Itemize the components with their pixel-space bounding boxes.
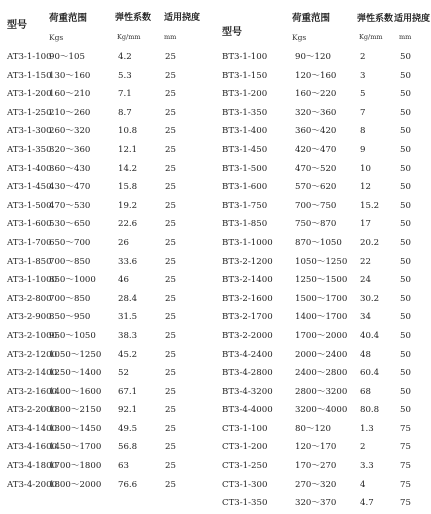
cell-load-range: 2800～3200: [295, 386, 348, 397]
table-row: [219, 198, 431, 217]
table-row: [219, 365, 431, 384]
cell-deflection: 50: [400, 163, 411, 174]
table-header: [2, 0, 216, 48]
cell-load-range: 90～120: [295, 52, 331, 62]
cell-model: BT3-1-500: [222, 163, 268, 174]
table-row: [219, 142, 431, 161]
cell-spring-constant: 67.1: [118, 386, 138, 397]
table-row: [219, 161, 431, 180]
table-row: [219, 254, 431, 273]
unit-spring: Kg/mm: [117, 33, 141, 41]
cell-model: CT3-1-300: [222, 479, 268, 490]
cell-load-range: 2400～2800: [295, 368, 348, 379]
cell-spring-constant: 10: [360, 163, 371, 174]
cell-load-range: 1050～1250: [295, 256, 348, 267]
cell-spring-constant: 33.6: [118, 256, 138, 267]
table-row: [2, 86, 216, 105]
cell-load-range: 210～260: [49, 107, 91, 118]
cell-load-range: 270～320: [295, 479, 337, 490]
cell-spring-constant: 7: [360, 107, 366, 118]
table-row: [2, 347, 216, 366]
cell-model: CT3-1-350: [222, 498, 268, 509]
cell-deflection: 75: [400, 442, 411, 453]
cell-model: AT3-2-1600: [7, 386, 58, 397]
cell-spring-constant: 2: [360, 442, 366, 453]
cell-spring-constant: 14.2: [118, 163, 138, 174]
cell-load-range: 160～210: [49, 89, 91, 100]
cell-model: BT3-1-450: [222, 144, 268, 155]
cell-deflection: 25: [165, 163, 176, 174]
cell-load-range: 1700～2000: [295, 330, 348, 341]
cell-spring-constant: 10.8: [118, 126, 138, 137]
cell-deflection: 25: [165, 312, 176, 323]
cell-deflection: 50: [400, 89, 411, 100]
cell-deflection: 25: [165, 386, 176, 397]
cell-spring-constant: 15.8: [118, 182, 138, 193]
cell-model: BT3-4-3200: [222, 386, 273, 397]
cell-deflection: 50: [400, 275, 411, 286]
cell-deflection: 25: [165, 219, 176, 230]
table-row: [2, 272, 216, 291]
cell-model: AT3-1-400: [7, 163, 52, 174]
cell-model: BT3-1-400: [222, 126, 268, 137]
table-row: [219, 477, 431, 496]
cell-spring-constant: 4.7: [360, 498, 374, 509]
cell-model: BT3-1-750: [222, 200, 268, 211]
header-spring-constant: 弹性系数: [115, 13, 152, 23]
cell-load-range: 1500～1700: [295, 293, 348, 304]
table-row: [2, 68, 216, 87]
cell-deflection: 50: [400, 237, 411, 248]
cell-deflection: 50: [400, 368, 411, 379]
table-row: [2, 365, 216, 384]
cell-load-range: 1800～2150: [49, 405, 102, 416]
cell-load-range: 950～1050: [49, 330, 96, 341]
header-load-range: 荷重范围: [292, 13, 331, 24]
cell-model: AT3-1-700: [7, 237, 52, 248]
cell-model: AT3-4-1600: [7, 442, 58, 453]
spring-table-left: [2, 0, 216, 490]
cell-spring-constant: 26: [118, 237, 129, 248]
cell-spring-constant: 12.1: [118, 144, 138, 155]
cell-deflection: 50: [400, 312, 411, 323]
cell-model: BT3-4-4000: [222, 405, 273, 416]
cell-deflection: 50: [400, 330, 411, 341]
cell-spring-constant: 5: [360, 89, 366, 100]
cell-load-range: 850～1000: [49, 275, 96, 286]
spring-table-right: [219, 0, 431, 509]
table-row: [2, 142, 216, 161]
cell-load-range: 120～170: [295, 442, 337, 453]
cell-deflection: 50: [400, 182, 411, 193]
cell-spring-constant: 20.2: [360, 237, 380, 248]
cell-spring-constant: 80.8: [360, 405, 380, 416]
cell-spring-constant: 9: [360, 144, 366, 155]
cell-model: AT3-2-800: [7, 293, 52, 304]
cell-spring-constant: 7.1: [118, 89, 132, 100]
cell-deflection: 25: [165, 479, 176, 490]
cell-load-range: 1700～1800: [49, 461, 102, 472]
cell-model: AT3-1-150: [7, 70, 52, 81]
cell-model: AT3-2-2000: [7, 405, 58, 416]
cell-deflection: 50: [400, 386, 411, 397]
table-row: [219, 291, 431, 310]
cell-model: AT3-1-100: [7, 52, 52, 62]
cell-load-range: 700～850: [49, 293, 91, 304]
table-row: [219, 495, 431, 514]
cell-model: AT3-1-200: [7, 89, 52, 100]
cell-model: BT3-1-1000: [222, 237, 273, 248]
cell-model: BT3-1-100: [222, 52, 268, 62]
cell-load-range: 530～650: [49, 219, 91, 230]
cell-deflection: 25: [165, 461, 176, 472]
cell-load-range: 1400～1700: [295, 312, 348, 323]
unit-spring: Kg/mm: [359, 33, 383, 41]
table-row: [219, 421, 431, 440]
cell-spring-constant: 31.5: [118, 312, 138, 323]
table-row: [219, 439, 431, 458]
header-model: 型号: [222, 27, 242, 38]
cell-model: BT3-1-850: [222, 219, 268, 230]
cell-spring-constant: 92.1: [118, 405, 138, 416]
cell-model: AT3-2-1400: [7, 368, 58, 379]
cell-model: CT3-1-200: [222, 442, 268, 453]
cell-spring-constant: 45.2: [118, 349, 138, 360]
cell-spring-constant: 48: [360, 349, 371, 360]
table-row: [219, 235, 431, 254]
cell-load-range: 260～320: [49, 126, 91, 137]
cell-model: AT3-1-1000: [7, 275, 58, 286]
cell-model: BT3-2-1400: [222, 275, 273, 286]
cell-spring-constant: 3: [360, 70, 366, 81]
cell-spring-constant: 46: [118, 275, 129, 286]
unit-load: Kgs: [292, 33, 307, 42]
table-row: [2, 105, 216, 124]
cell-load-range: 570～620: [295, 182, 337, 193]
table-row: [2, 49, 216, 68]
cell-load-range: 430～470: [49, 182, 91, 193]
table-body: [2, 49, 216, 495]
header-model: 型号: [7, 20, 27, 31]
cell-spring-constant: 5.3: [118, 70, 132, 81]
unit-load: Kgs: [49, 33, 64, 42]
cell-spring-constant: 34: [360, 312, 371, 323]
cell-deflection: 50: [400, 200, 411, 211]
cell-spring-constant: 8: [360, 126, 366, 137]
cell-load-range: 1250～1400: [49, 368, 102, 379]
table-row: [219, 68, 431, 87]
cell-deflection: 25: [165, 126, 176, 137]
cell-deflection: 50: [400, 349, 411, 360]
cell-spring-constant: 24: [360, 275, 371, 286]
unit-deflection: mm: [164, 33, 177, 41]
cell-load-range: 1800～2000: [49, 479, 102, 490]
cell-load-range: 80～120: [295, 423, 331, 434]
cell-model: BT3-2-1600: [222, 293, 273, 304]
cell-spring-constant: 3.3: [360, 461, 374, 472]
cell-spring-constant: 28.4: [118, 293, 138, 304]
table-row: [2, 161, 216, 180]
cell-model: BT3-2-1200: [222, 256, 273, 267]
cell-deflection: 50: [400, 405, 411, 416]
table-row: [2, 179, 216, 198]
cell-load-range: 470～520: [295, 163, 337, 174]
cell-load-range: 870～1050: [295, 237, 342, 248]
cell-load-range: 650～700: [49, 237, 91, 248]
cell-load-range: 700～850: [49, 256, 91, 267]
cell-deflection: 50: [400, 52, 411, 62]
cell-spring-constant: 22: [360, 256, 371, 267]
cell-deflection: 25: [165, 107, 176, 118]
cell-spring-constant: 52: [118, 368, 129, 379]
unit-deflection: mm: [399, 33, 412, 41]
cell-deflection: 25: [165, 423, 176, 434]
header-spring-constant: 弹性系数: [357, 14, 394, 24]
cell-deflection: 25: [165, 182, 176, 193]
cell-spring-constant: 1.3: [360, 423, 374, 434]
cell-load-range: 700～750: [295, 200, 337, 211]
cell-deflection: 50: [400, 70, 411, 81]
cell-model: BT3-1-150: [222, 70, 268, 81]
cell-load-range: 2000～2400: [295, 349, 348, 360]
cell-spring-constant: 22.6: [118, 219, 138, 230]
cell-load-range: 360～420: [295, 126, 337, 137]
table-row: [2, 235, 216, 254]
cell-spring-constant: 40.4: [360, 330, 380, 341]
cell-spring-constant: 49.5: [118, 423, 138, 434]
cell-load-range: 170～270: [295, 461, 337, 472]
cell-deflection: 25: [165, 405, 176, 416]
table-row: [219, 272, 431, 291]
table-row: [2, 216, 216, 235]
table-row: [2, 198, 216, 217]
table-row: [219, 49, 431, 68]
header-deflection: 适用挠度: [394, 14, 431, 24]
table-row: [219, 328, 431, 347]
cell-deflection: 25: [165, 144, 176, 155]
cell-deflection: 75: [400, 423, 411, 434]
cell-load-range: 850～950: [49, 312, 91, 323]
cell-model: AT3-4-2000: [7, 479, 58, 490]
cell-spring-constant: 17: [360, 219, 371, 230]
cell-load-range: 320～360: [49, 144, 91, 155]
cell-model: BT3-4-2800: [222, 368, 273, 379]
cell-model: BT3-4-2400: [222, 349, 273, 360]
table-row: [219, 347, 431, 366]
cell-spring-constant: 15.2: [360, 200, 380, 211]
cell-deflection: 25: [165, 293, 176, 304]
cell-deflection: 75: [400, 498, 411, 509]
cell-deflection: 50: [400, 293, 411, 304]
cell-deflection: 25: [165, 237, 176, 248]
cell-model: BT3-1-200: [222, 89, 268, 100]
table-row: [219, 179, 431, 198]
cell-deflection: 50: [400, 126, 411, 137]
cell-spring-constant: 60.4: [360, 368, 380, 379]
cell-model: AT3-1-450: [7, 182, 52, 193]
cell-model: AT3-1-600: [7, 219, 52, 230]
cell-model: AT3-4-1400: [7, 423, 58, 434]
cell-deflection: 25: [165, 349, 176, 360]
cell-load-range: 320～360: [295, 107, 337, 118]
cell-spring-constant: 63: [118, 461, 129, 472]
cell-load-range: 120～160: [295, 70, 337, 81]
table-row: [2, 309, 216, 328]
cell-load-range: 1300～1450: [49, 423, 102, 434]
cell-load-range: 1400～1600: [49, 386, 102, 397]
cell-spring-constant: 8.7: [118, 107, 132, 118]
table-row: [2, 421, 216, 440]
table-row: [2, 328, 216, 347]
cell-load-range: 750～870: [295, 219, 337, 230]
cell-model: AT3-1-500: [7, 200, 52, 211]
header-deflection: 适用挠度: [164, 13, 201, 23]
cell-model: AT3-2-1200: [7, 349, 58, 360]
cell-deflection: 25: [165, 52, 176, 62]
table-header: [219, 0, 431, 48]
cell-spring-constant: 30.2: [360, 293, 380, 304]
cell-load-range: 320～370: [295, 498, 337, 509]
cell-deflection: 25: [165, 89, 176, 100]
cell-model: AT3-4-1800: [7, 461, 58, 472]
table-row: [219, 123, 431, 142]
cell-deflection: 50: [400, 144, 411, 155]
cell-load-range: 360～430: [49, 163, 91, 174]
cell-load-range: 1250～1500: [295, 275, 348, 286]
cell-load-range: 90～105: [49, 52, 85, 62]
cell-deflection: 25: [165, 70, 176, 81]
table-row: [219, 309, 431, 328]
cell-deflection: 25: [165, 200, 176, 211]
cell-model: AT3-1-250: [7, 107, 52, 118]
cell-spring-constant: 12: [360, 182, 371, 193]
cell-spring-constant: 4: [360, 479, 366, 490]
cell-load-range: 1450～1700: [49, 442, 102, 453]
table-row: [2, 477, 216, 496]
cell-model: AT3-2-1000: [7, 330, 58, 341]
cell-model: AT3-2-900: [7, 312, 52, 323]
cell-deflection: 25: [165, 442, 176, 453]
table-row: [219, 105, 431, 124]
cell-deflection: 25: [165, 330, 176, 341]
cell-spring-constant: 56.8: [118, 442, 138, 453]
cell-model: CT3-1-100: [222, 423, 268, 434]
cell-spring-constant: 19.2: [118, 200, 138, 211]
table-row: [2, 439, 216, 458]
cell-deflection: 25: [165, 368, 176, 379]
cell-spring-constant: 68: [360, 386, 371, 397]
table-row: [2, 458, 216, 477]
table-row: [2, 291, 216, 310]
cell-model: CT3-1-250: [222, 461, 268, 472]
cell-load-range: 420～470: [295, 144, 337, 155]
cell-model: BT3-2-2000: [222, 330, 273, 341]
cell-model: BT3-2-1700: [222, 312, 273, 323]
table-row: [2, 402, 216, 421]
table-row: [219, 384, 431, 403]
cell-load-range: 160～220: [295, 89, 337, 100]
cell-load-range: 130～160: [49, 70, 91, 81]
cell-spring-constant: 76.6: [118, 479, 138, 490]
header-load-range: 荷重范围: [49, 13, 88, 24]
cell-deflection: 50: [400, 107, 411, 118]
cell-load-range: 470～530: [49, 200, 91, 211]
cell-model: BT3-1-600: [222, 182, 268, 193]
cell-deflection: 75: [400, 479, 411, 490]
cell-deflection: 25: [165, 256, 176, 267]
cell-model: BT3-1-350: [222, 107, 268, 118]
table-row: [219, 216, 431, 235]
table-row: [2, 384, 216, 403]
table-row: [2, 123, 216, 142]
table-row: [219, 402, 431, 421]
cell-spring-constant: 4.2: [118, 52, 132, 62]
table-body: [219, 49, 431, 514]
cell-model: AT3-1-850: [7, 256, 52, 267]
cell-spring-constant: 38.3: [118, 330, 138, 341]
table-row: [219, 86, 431, 105]
cell-load-range: 3200～4000: [295, 405, 348, 416]
cell-deflection: 25: [165, 275, 176, 286]
cell-load-range: 1050～1250: [49, 349, 102, 360]
cell-model: AT3-1-350: [7, 144, 52, 155]
cell-spring-constant: 2: [360, 52, 366, 62]
cell-deflection: 50: [400, 256, 411, 267]
table-row: [2, 254, 216, 273]
cell-model: AT3-1-300: [7, 126, 52, 137]
cell-deflection: 50: [400, 219, 411, 230]
table-row: [219, 458, 431, 477]
cell-deflection: 75: [400, 461, 411, 472]
